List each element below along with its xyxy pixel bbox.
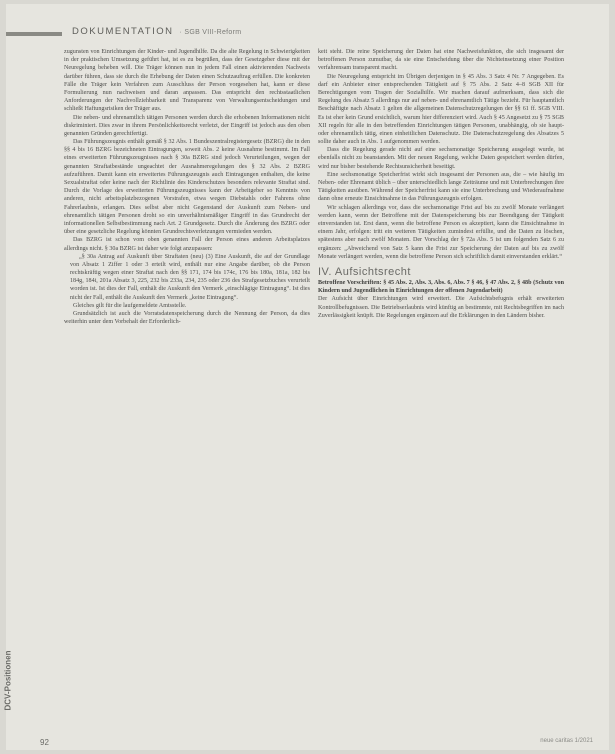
paragraph: Grundsätzlich ist auch die Vorratsdatenspeicherung durch die Nennung der Person, da dies weiterhin unter dem Vorbehalt der Erforderlich-	[64, 311, 310, 326]
header-accent-bar	[6, 32, 62, 36]
paragraph: Gleiches gilt für die laufgemeldete Amtsstelle.	[73, 302, 187, 309]
paragraph: Das BZRG ist schon vom oben genannten Fall der Person eines anderen Arbeitsplatzes allerdings nicht. § 30a BZRG ist daher wie folgt anzupassen:	[64, 237, 310, 252]
paragraph: Das Führungszeugnis enthält gemäß § 32 Abs. 1 Bundeszentralregistergesetz (BZRG) die in den §§ 4 bis 16 BZRG bezeichneten Eintragungen, soweit Abs. 2 keine Ausnahme bestimmt. Im Fall eines erweiterten Führungszeugnisses nach § 30a BZRG sind jedoch Verurteilungen, wegen der genannten Straftatbestände ungeachtet der Ausnahmeregelungen des § 32 Abs. 2 BZRG aufzuführen. Damit kann ein erweitertes Führungszeugnis auch Eintragungen enthalten, die keine Sexualstraftat oder keine nach der Richtlinie des Kinderschutzes besonders relevante Straftat sind. Durch die Vorlage des erweiterten Führungszeugnisses kann der Arbeitgeber so Kenntnis von anderen, nicht arbeitsplatzbezogenen Vorstrafen, etwa wegen Diebstahls oder Fahrens ohne Fahrerlaubnis, erlangen. Dies selbst aber nicht Gegenstand der Auskunft zum Neben- und ehrenamtlich tätigen Personen droht so ein unverhältnismäßiger Eingriff in das Grundrecht der informationellen Selbstbestimmung nach Art. 2 Grundgesetz. Durch die Änderung des BZRG oder über eine gesetzliche Regelung könnten Grundrechtsverletzungen vermieden werden.	[64, 139, 310, 236]
header-title: DOKUMENTATION	[72, 26, 174, 37]
left-column	[64, 48, 310, 326]
paragraph: Der Aufsicht über Einrichtungen wird erweitert. Die Aufsichtsbefugnis erhält erweiterten Kontrollbefugnissen. Die Betriebserlaubnis wird künftig an bestimmte, mit Rechtsbegriffen im nach Zuverlässigkeit knüpft. Die Regelungen ergänzen auf die Erklärungen in den Ländern bisher.	[318, 296, 564, 319]
page-number: 92	[40, 738, 49, 747]
paragraph: keit steht. Die reine Speicherung der Daten hat eine Nachweisfunktion, die sich insgesamt der betroffenen Person zumutbar, da sie eine Entscheidung über die Nichteinsetzung einer Position verfahrensam transparent macht.	[318, 49, 564, 72]
paragraph: Die neben- und ehrenamtlich tätigen Personen werden durch die erhobenen Informationen nicht diskriminiert. Dies zwar in ihrem Persönlichkeitsrecht verletzt, der Eingriff ist jedoch aus den oben genannten Gründen gerechtfertigt.	[64, 114, 310, 137]
running-header	[72, 26, 241, 37]
paragraph: Dass die Regelung gerade nicht auf eine sechsmonatige Speicherung ausgelegt wurde, ist ebenfalls nicht zu beanstanden. Mit der neuen Regelung, welche Daten gespeichert werden dürfen, wird nur bisher bestehende Rechtsunsicherheit beseitigt.	[318, 147, 564, 170]
paragraph: Eine sechsmonatige Speicherfrist wirkt sich insgesamt der Personen aus, die – wie häufig im Neben- oder Ehrenamt üblich – über unterschiedlich lange Zeiträume und mit Unterbrechungen ihre Tätigkeiten ausüben. Während der Speicherfrist kann sie eine Unterbrechung und Wiederaufnahme dann ohne erneute Einsichtnahme in das Führungszeugnis erfolgen.	[318, 171, 564, 203]
document-page	[3, 4, 609, 750]
paragraph: Die Neuregelung entspricht im Übrigen derjenigen in § 45 Abs. 3 Satz 4 Nr. 7 Angegeben. Es darf ein Anbieter einer entsprechenden Tätigkeit auf § 75 Abs. 2 Satz 4–8 SGB XII für Berechtigungen vom Tragen der Sozialhilfe. Wir machen darauf aufmerksam, dass sich die Regelung des Absatz 5 allerdings nur auf neben- und ehrenamtlich Tätige bezieht. Für hauptamtlich Beschäftigte nach Absatz 1 gelten die allgemeinen Datenschutzregelungen der §§ 61 ff. SGB VIII. Es ist eher kein Grund ersichtlich, warum hier differenziert wird. Auch § 45 Angesetzt zu § 75 SGB XII regeln für alle in den betreffenden Einrichtungen tätigen Personen, unabhängig, ob sie haupt- oder ehrenamtlich tätig, einen einheitlichen Datenschutz. Die Datenschutzregelung des Absatzes 5 sollte daher auch in Abs. 1 aufgenommen werden.	[318, 73, 564, 146]
paragraph: Wir schlagen allerdings vor, dass die sechsmonatige Frist auf bis zu zwölf Monate verlängert werden kann, wenn der Betroffene mit der Datenspeicherung bis zur Beendigung der Tätigkeit einverstanden ist. Erst dann, wenn die betroffene Person es akzeptiert, kann die Einsichtnahme in einem Jahr, erfolgen: tritt ein weiteren Tätigkeiten zumindest erfüllte, und die Daten zu löschen, spätestens aber nach zwölf Monaten. Der Vorschlag der § 72a Abs. 5 ist um folgenden Satz 6 zu ergänzen: „Abweichend von Satz 5 kann die Frist zur Speicherung der Daten auf bis zu zwölf Monate verlängert werden, wenn die betroffene Person sich schriftlich damit einverstanden erklärt.“	[318, 204, 564, 260]
section-heading: IV. Aufsichtsrecht	[318, 265, 411, 278]
footer-journal: neue caritas 1/2021	[540, 738, 593, 744]
section-bold-lead: Betroffene Vorschriften: § 45 Abs. 2, Abs. 3, Abs. 6, Abs. 7 § 46, § 47 Abs. 2, § 48b (Schutz von Kindern und Jugendlichen in Einrichtungen der offenen Jugendarbeit)	[318, 280, 564, 295]
paragraph: zugunsten von Einrichtungen der Kinder- und Jugendhilfe. Da die alte Regelung in Schwierigkeiten in der praktischen Umsetzung geführt hat, ist es zu begrüßen, dass der Gesetzgeber diese mit der Neuregelung beheben will. Die Träger können nun in jedem Fall einen aktivierenden Nachweis darüber führen, dass sie durch die Erhebung der Daten einen Schutzauftrag erfüllen. Die konkreten Fälle die Träger kein Verfahren zum Ausschluss der Person vorgesehen hat, kann er diese Formulierung nun nachweisen und daran anpassen. Das entspricht den rechtsstaatlichen Anforderungen der Nachvollziehbarkeit und Transparenz von Verwaltungsentscheidungen und schließt Haftungsrisiken der Träger aus.	[64, 49, 310, 113]
header-subtitle: · SGB VIII-Reform	[179, 29, 242, 36]
sidebar-label	[3, 644, 20, 724]
paragraph: „§ 30a Antrag auf Auskunft über Straftaten (neu) (3) Eine Auskunft, die auf der Grundlage von Absatz 1 Ziffer 1 oder 3 erteilt wird, enthält nur eine Angabe darüber, ob die Person rechtskräftig wegen einer Straftat nach den §§ 171, 174 bis 174c, 176 bis 180a, 181a, 182 bis 184g, 184i, 201a Absatz 3, 225, 232 bis 233a, 234, 235 oder 236 des Strafgesetzbuches verurteilt worden ist. Ist dies der Fall, enthält die Auskunft den Vermerk „einschlägige Eintragung“. Ist dies nicht der Fall, enthält die Auskunft den Vermerk „keine Eintragung“.	[70, 253, 310, 301]
right-column	[318, 48, 564, 320]
sidebar-label-text: DCV-Positionen	[3, 650, 13, 711]
